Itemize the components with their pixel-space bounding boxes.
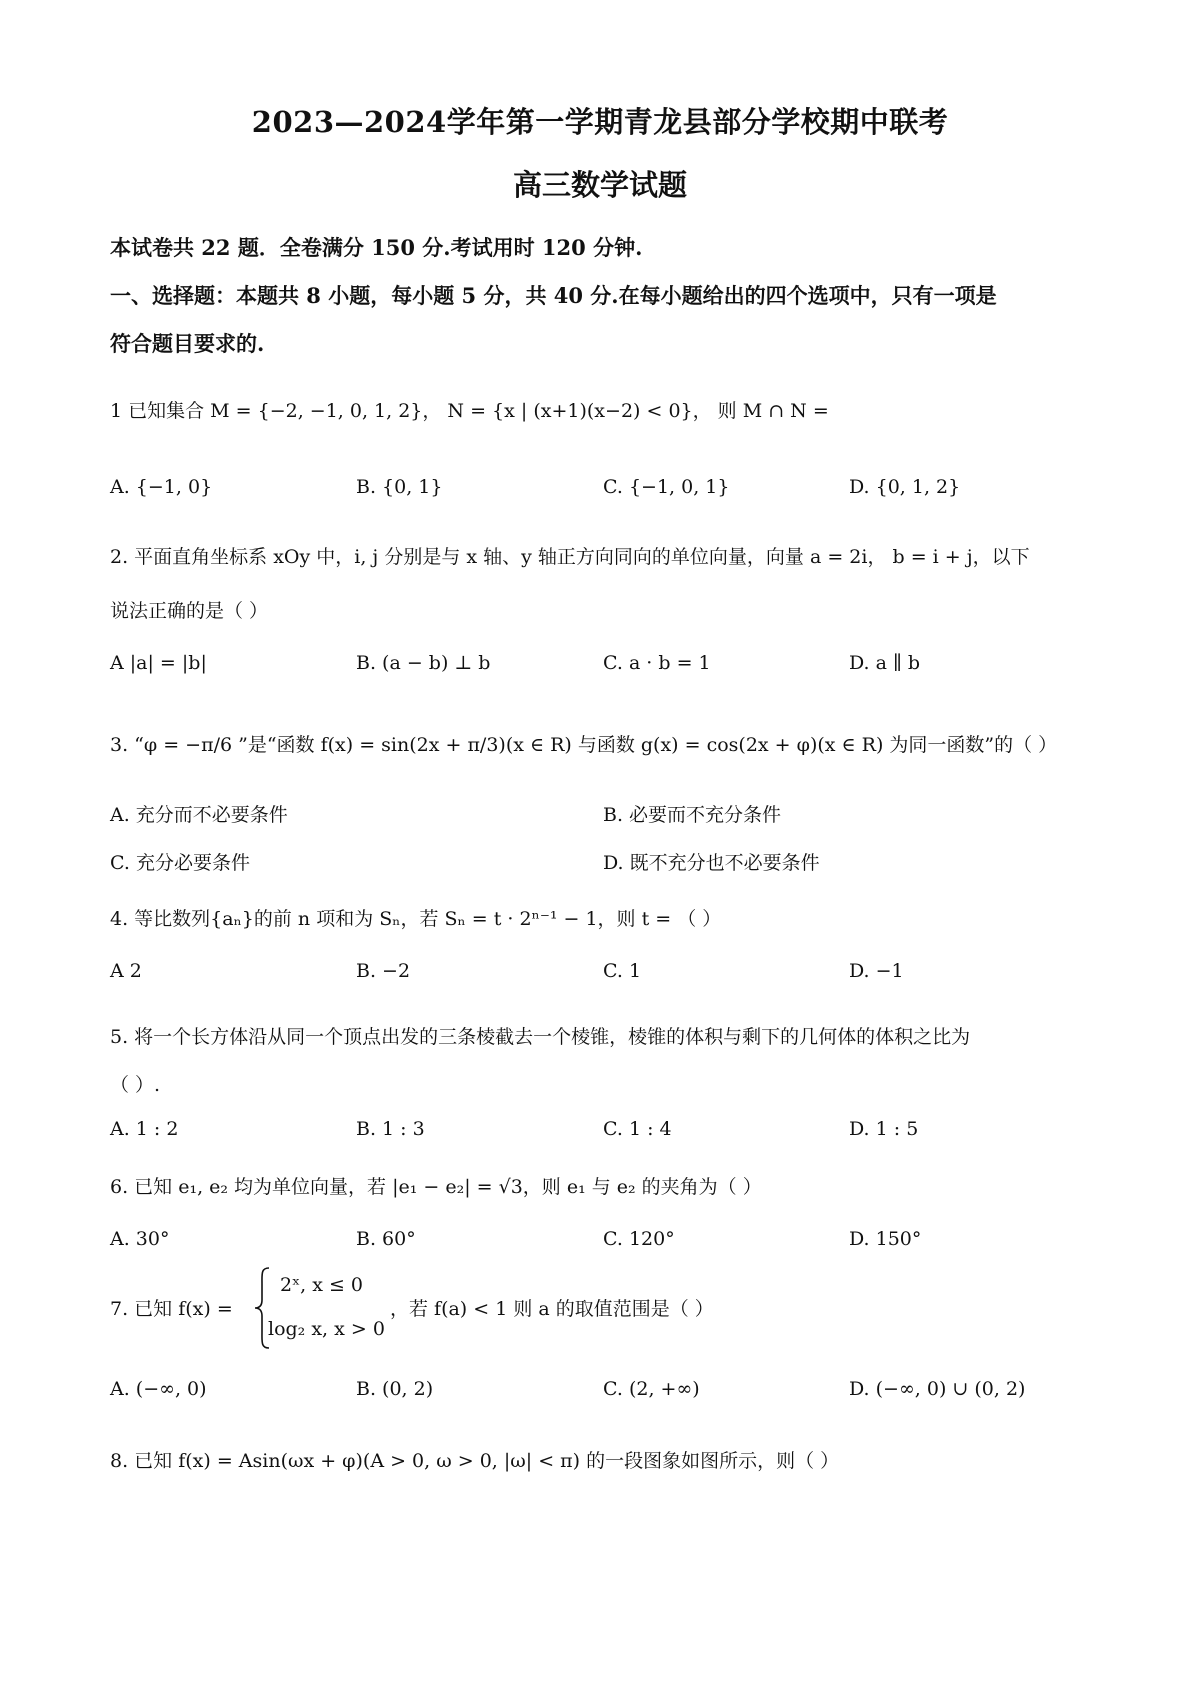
q7-option-d: D. (−∞, 0) ∪ (0, 2) bbox=[849, 1378, 1026, 1400]
q7-piece-2: log₂ x, x > 0 bbox=[268, 1318, 385, 1340]
exam-title: 2023—2024学年第一学期青龙县部分学校期中联考 bbox=[251, 105, 949, 139]
q5-option-c: C. 1 : 4 bbox=[603, 1118, 672, 1140]
q6-option-d: D. 150° bbox=[849, 1228, 922, 1250]
q4-option-a: A 2 bbox=[110, 960, 142, 982]
q5-stem-line2: （ ）. bbox=[110, 1074, 161, 1096]
section1-heading-line2: 符合题目要求的. bbox=[110, 331, 265, 356]
q6-stem: 6. 已知 e₁, e₂ 均为单位向量，若 |e₁ − e₂| = √3，则 e₁ 与 e₂ 的夹角为（ ） bbox=[110, 1176, 762, 1198]
q5-option-d: D. 1 : 5 bbox=[849, 1118, 919, 1140]
q2-option-d: D. a ∥ b bbox=[849, 652, 920, 674]
q6-option-c: C. 120° bbox=[603, 1228, 675, 1250]
q1-option-d: D. {0, 1, 2} bbox=[849, 476, 961, 498]
q2-stem-line1: 2. 平面直角坐标系 xOy 中，i, j 分别是与 x 轴、y 轴正方向同向的单位向量，向量 a = 2i， b = i + j，以下 bbox=[110, 546, 1030, 568]
q1-stem: 1 已知集合 M = {−2, −1, 0, 1, 2}， N = {x | (x+1)(x−2) < 0}， 则 M ∩ N = bbox=[110, 400, 829, 422]
q1-option-b: B. {0, 1} bbox=[356, 476, 443, 498]
q2-option-b: B. (a − b) ⊥ b bbox=[356, 652, 491, 674]
q4-option-d: D. −1 bbox=[849, 960, 904, 982]
q1-option-c: C. {−1, 0, 1} bbox=[603, 476, 730, 498]
q7-option-a: A. (−∞, 0) bbox=[110, 1378, 207, 1400]
q7-option-c: C. (2, +∞) bbox=[603, 1378, 700, 1400]
q5-stem-line1: 5. 将一个长方体沿从同一个顶点出发的三条棱截去一个棱锥，棱锥的体积与剩下的几何体的体积之比为 bbox=[110, 1026, 971, 1048]
section1-heading-line1: 一、选择题：本题共 8 小题，每小题 5 分，共 40 分.在每小题给出的四个选项中，只有一项是 bbox=[110, 283, 997, 308]
q7-option-b: B. (0, 2) bbox=[356, 1378, 434, 1400]
q3-option-b: B. 必要而不充分条件 bbox=[603, 804, 782, 826]
q4-stem: 4. 等比数列{aₙ}的前 n 项和为 Sₙ，若 Sₙ = t · 2ⁿ⁻¹ − 1，则 t = （ ） bbox=[110, 908, 722, 930]
q7-stem-tail: ，若 f(a) < 1 则 a 的取值范围是（ ） bbox=[390, 1298, 714, 1320]
q5-option-b: B. 1 : 3 bbox=[356, 1118, 425, 1140]
q5-option-a: A. 1 : 2 bbox=[110, 1118, 179, 1140]
q3-option-a: A. 充分而不必要条件 bbox=[110, 804, 288, 826]
q4-option-c: C. 1 bbox=[603, 960, 642, 982]
q2-option-c: C. a · b = 1 bbox=[603, 652, 711, 674]
q3-option-d: D. 既不充分也不必要条件 bbox=[603, 852, 820, 874]
q3-stem: 3. “φ = −π/6 ”是“函数 f(x) = sin(2x + π/3)(x ∈ R) 与函数 g(x) = cos(2x + φ)(x ∈ R) 为同一函数”的（ ） bbox=[110, 734, 1058, 756]
q2-option-a: A |a| = |b| bbox=[110, 652, 207, 674]
q7-piece-1: 2ˣ, x ≤ 0 bbox=[280, 1274, 364, 1296]
q8-stem: 8. 已知 f(x) = Asin(ωx + φ)(A > 0, ω > 0, |ω| < π) 的一段图象如图所示，则（ ） bbox=[110, 1450, 840, 1472]
q4-option-b: B. −2 bbox=[356, 960, 411, 982]
q1-option-a: A. {−1, 0} bbox=[110, 476, 213, 498]
q6-option-b: B. 60° bbox=[356, 1228, 416, 1250]
q7-stem-lead: 7. 已知 f(x) = bbox=[110, 1298, 233, 1320]
q3-option-c: C. 充分必要条件 bbox=[110, 852, 250, 874]
q6-option-a: A. 30° bbox=[110, 1228, 170, 1250]
exam-subtitle: 高三数学试题 bbox=[512, 168, 687, 202]
q2-stem-line2: 说法正确的是（ ） bbox=[110, 600, 269, 622]
exam-intro: 本试卷共 22 题．全卷满分 150 分.考试用时 120 分钟. bbox=[110, 235, 643, 260]
